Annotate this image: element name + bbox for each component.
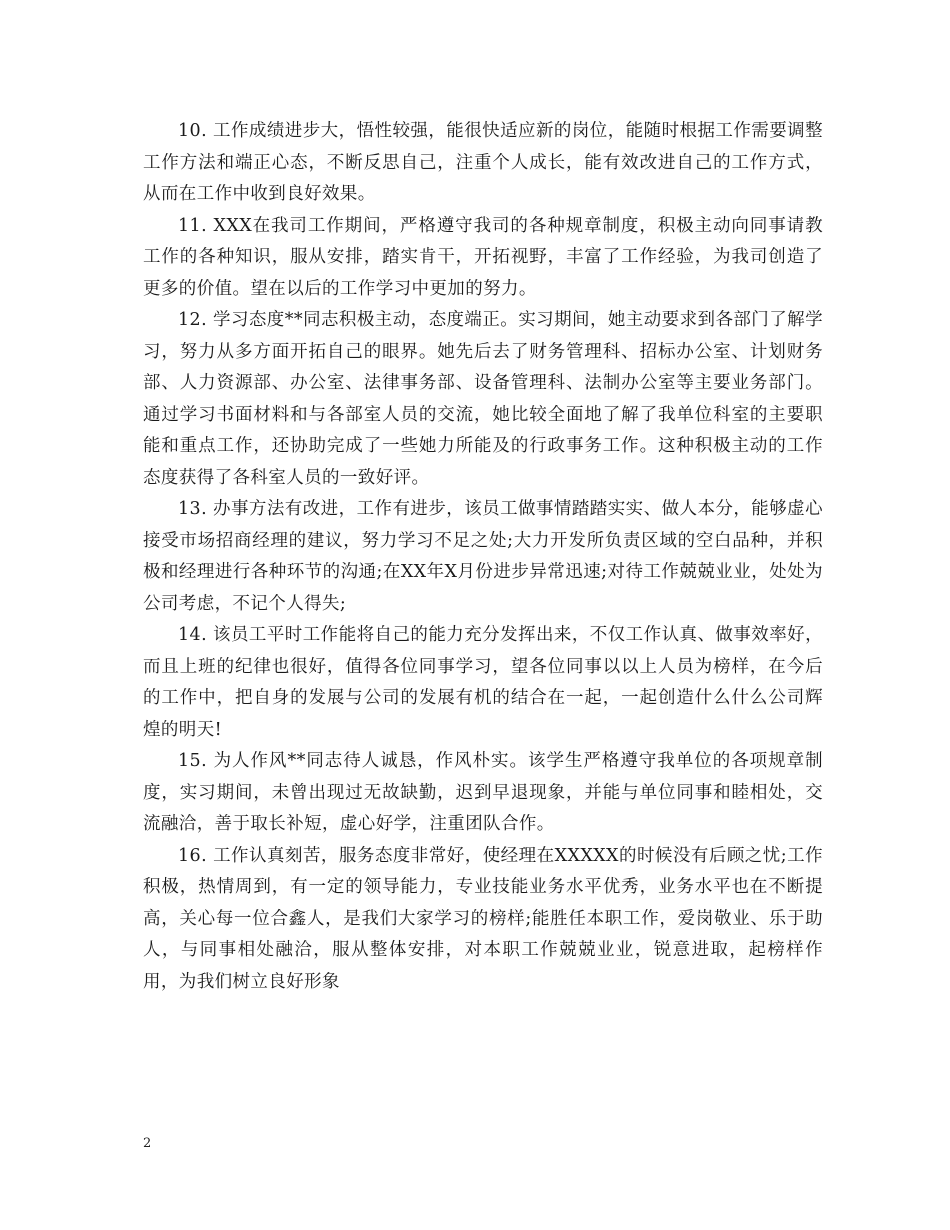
paragraph-11: 11. XXX在我司工作期间，严格遵守我司的各种规章制度，积极主动向同事请教工作的各种知识，服从安排，踏实肯干，开拓视野，丰富了工作经验，为我司创造了更多的价值。望在以后的工作学习中更加的努力。 xyxy=(143,215,823,299)
paragraph-13: 13. 办事方法有改进，工作有进步，该员工做事情踏踏实实、做人本分，能够虚心接受市场招商经理的建议，努力学习不足之处;大力开发所负责区域的空白品种，并积极和经理进行各种环节的沟通;在XX年X月份进步异常迅速;对待工作兢兢业业，处处为公司考虑，不记个人得失; xyxy=(143,499,823,614)
paragraph-10: 10. 工作成绩进步大，悟性较强，能很快适应新的岗位，能随时根据工作需要调整工作方法和端正心态，不断反思自己，注重个人成长，能有效改进自己的工作方式，从而在工作中收到良好效果。 xyxy=(143,121,823,204)
paragraph-16: 16. 工作认真刻苦，服务态度非常好，使经理在XXXXX的时候没有后顾之忧;工作积极，热情周到，有一定的领导能力，专业技能业务水平优秀，业务水平也在不断提高，关心每一位合鑫人，是我们大家学习的榜样;能胜任本职工作，爱岗敬业、乐于助人，与同事相处融洽，服从整体安排，对本职工作兢兢业业，锐意进取，起榜样作用，为我们树立良好形象 xyxy=(143,845,823,992)
page-number: 2 xyxy=(143,1136,152,1151)
paragraph-15: 15. 为人作风**同志待人诚恳，作风朴实。该学生严格遵守我单位的各项规章制度，实习期间，未曾出现过无故缺勤，迟到早退现象，并能与单位同事和睦相处，交流融洽，善于取长补短，虚心好学，注重团队合作。 xyxy=(143,751,823,834)
document-body xyxy=(143,116,823,998)
paragraph-14: 14. 该员工平时工作能将自己的能力充分发挥出来，不仅工作认真、做事效率好，而且上班的纪律也很好，值得各位同事学习，望各位同事以以上人员为榜样，在今后的工作中，把自身的发展与公司的发展有机的结合在一起，一起创造什么什么公司辉煌的明天! xyxy=(143,625,823,740)
paragraph-12: 12. 学习态度**同志积极主动，态度端正。实习期间，她主动要求到各部门了解学习，努力从多方面开拓自己的眼界。她先后去了财务管理科、招标办公室、计划财务部、人力资源部、办公室、法律事务部、设备管理科、法制办公室等主要业务部门。通过学习书面材料和与各部室人员的交流，她比较全面地了解了我单位科室的主要职能和重点工作，还协助完成了一些她力所能及的行政事务工作。这种积极主动的工作态度获得了各科室人员的一致好评。 xyxy=(143,310,823,488)
